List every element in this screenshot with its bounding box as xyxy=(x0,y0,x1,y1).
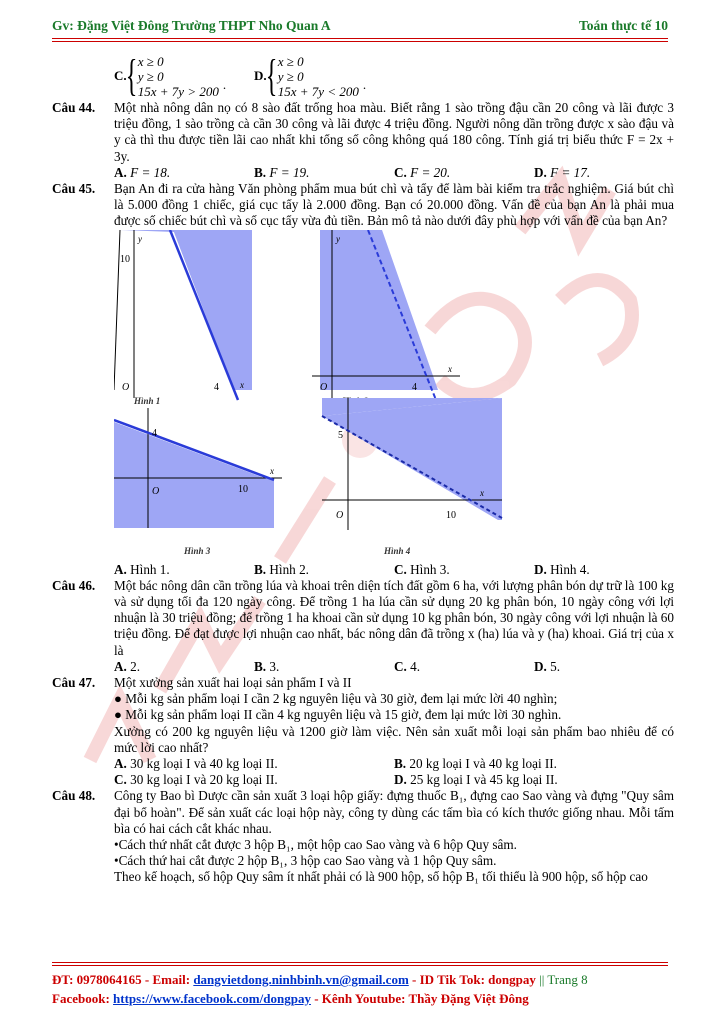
x-intercept-label: 4 xyxy=(214,381,219,393)
option-c[interactable]: C. { x ≥ 0 y ≥ 0 15x + 7y > 200 . xyxy=(114,51,227,100)
brace-icon: { xyxy=(125,51,138,100)
axis-x-label: x xyxy=(480,487,484,498)
bullet-item: ● Mỗi kg sản phẩm loại II cần 4 kg nguyên liệu và 15 giờ, đem lại mức lời 30 nghìn. xyxy=(114,707,562,723)
question-44: Câu 44. Một nhà nông dân nọ có 8 sào đất trống hoa màu. Biết rằng 1 sào trồng đậu cần 20 công và lãi được 3 triệu đồng, 1 sào trồng cà cần 30 công và lãi được 4 triệu đồng. Người nông dần trồng được x sào đậu và y cà thì thu được tiền lãi cao nhất khi tổng số công không quá 180 công. Tính giá trị biểu thức F = 2x + 3y. A. F = 18. B. F = 19. C. F = 20. D. F = 17. xyxy=(52,100,674,180)
x-intercept-label: 10 xyxy=(446,509,456,521)
x-intercept-label: 4 xyxy=(412,381,417,393)
option-c[interactable]: C. F = 20. xyxy=(394,164,451,180)
axis-x-label: x xyxy=(270,465,274,476)
bullet-item: •Cách thứ nhất cắt được 3 hộp B₁, một hộp cao Sao vàng và 6 hộp Quy sâm. xyxy=(114,837,517,853)
question-47: Câu 47. Một xưởng sản xuất hai loại sản phẩm I và II ● Mỗi kg sản phẩm loại I cần 2 kg nguyên liệu và 30 giờ, đem lại mức lời 40 nghìn; ● Mỗi kg sản phẩm loại II cần 4 kg nguyên liệu và 15 giờ, đem lại mức lời 30 nghìn. Xưởng có 200 kg nguyên liệu và 1200 giờ làm việc. Nên sản xuất mỗi loại sản phẩm bao nhiêu để có mức lời cao nhất? A. 30 kg loại I và 40 kg loại II. B. 20 kg loại I và 40 kg loại II. C. 30 kg loại I và 20 kg loại II. D. 25 kg loại I và 45 kg loại II. xyxy=(52,675,674,788)
question-48: Câu 48. Công ty Bao bì Dược cần sản xuất 3 loại hộp giấy: đựng thuốc B₁, đựng cao Sao vàng và đựng "Quy sâm đại bổ hoàn". Để sản xuất các loại hộp này, công ty dùng các tấm bìa có kích thước giống nhau. Mỗi tấm bìa có hai cách cắt khác nhau. •Cách thứ nhất cắt được 3 hộp B₁, một hộp cao Sao vàng và 6 hộp Quy sâm. •Cách thứ hai cắt được 2 hộp B₁, 3 hộp cao Sao vàng và 1 hộp Quy sâm. Theo kế hoạch, số hộp Quy sâm ít nhất phải có là 900 hộp, số hộp B₁ tối thiểu là 900 hộp, số hộp cao xyxy=(52,788,674,885)
header-rule xyxy=(52,38,668,39)
figure-caption: Hình 1 xyxy=(134,395,161,406)
header-author: Gv: Đặng Việt Đông Trường THPT Nho Quan A xyxy=(52,18,331,33)
email-link[interactable]: dangvietdong.ninhbinh.vn@gmail.com xyxy=(193,972,409,987)
figure-hinh-1 xyxy=(114,230,254,406)
y-intercept-label: 10 xyxy=(120,253,130,265)
page-footer: ĐT: 0978064165 - Email: dangvietdong.ninhbinh.vn@gmail.com - ID Tik Tok: dongpay || Trang 8 Facebook: https://www.facebook.com/dongpay - Kênh Youtube: Thầy Đặng Việt Đông xyxy=(52,972,588,1006)
header-rule-2 xyxy=(52,41,668,42)
axis-x-label: x xyxy=(448,363,452,374)
option-c[interactable]: C. Hình 3. xyxy=(394,561,450,577)
option-b[interactable]: B. F = 19. xyxy=(254,164,310,180)
figure-hinh-2 xyxy=(312,230,462,406)
option-b[interactable]: B. 20 kg loại I và 40 kg loại II. xyxy=(394,756,557,772)
y-intercept-label: 5 xyxy=(338,429,343,441)
origin-label: O xyxy=(122,381,130,393)
option-b[interactable]: B. Hình 2. xyxy=(254,561,309,577)
y-intercept-label: 4 xyxy=(152,427,157,439)
option-c[interactable]: C. 4. xyxy=(394,658,421,674)
option-c[interactable]: C. 30 kg loại I và 20 kg loại II. xyxy=(114,772,278,788)
footer-rule xyxy=(52,962,668,963)
shaded-region xyxy=(320,230,438,390)
facebook-link[interactable]: https://www.facebook.com/dongpay xyxy=(113,991,311,1006)
option-a[interactable]: A. F = 18. xyxy=(114,164,171,180)
option-d[interactable]: D. 25 kg loại I và 45 kg loại II. xyxy=(394,772,558,788)
bullet-item: ● Mỗi kg sản phẩm loại I cần 2 kg nguyên liệu và 30 giờ, đem lại mức lời 40 nghìn; xyxy=(114,691,558,707)
axis-y-label: y xyxy=(336,233,340,244)
option-d[interactable]: D. { x ≥ 0 y ≥ 0 15x + 7y < 200 . xyxy=(254,51,367,100)
option-a[interactable]: A. Hình 1. xyxy=(114,561,170,577)
footer-rule-2 xyxy=(52,965,668,966)
x-intercept-label: 10 xyxy=(238,483,248,495)
figure-caption: Hình 4 xyxy=(384,545,411,556)
question-46: Câu 46. Một bác nông dân cần trồng lúa và khoai trên diện tích đất gồm 6 ha, với lượng phân bón dự trữ là 100 kg và sử dụng tối đa 120 ngày công. Để trồng 1 ha lúa cần sử dụng 20 kg phân bón, 10 ngày công với lợi nhuận là 30 triệu đồng; để trồng 1 ha khoai cần sử dụng 10 kg phân bón, 30 ngày công với lợi nhuận là 60 triệu đồng. Để đạt được lợi nhuận cao nhất, bác nông dân đã trồng x (ha) lúa và y (ha) khoai. Giá trị của x là A. 2. B. 3. C. 4. D. 5. xyxy=(52,577,674,674)
figure-hinh-4 xyxy=(318,398,504,558)
question-45: Câu 45. Bạn An đi ra cửa hàng Văn phòng phẩm mua bút chì và tẩy để làm bài kiểm tra trắc nghiệm. Giá bút chì là 5.000 đồng 1 chiếc, giá cục tẩy là 2.000 đồng. Bạn có 20.000 đồng. Vấn đề của bạn An là phải mua được số chiếc bút chì và số cục tẩy vừa đủ tiền. Bản mô tả nào dưới đây phù hợp với vấn đề của bạn An? xyxy=(52,181,674,229)
origin-label: O xyxy=(336,509,344,521)
page-header xyxy=(52,18,668,40)
option-a[interactable]: A. 2. xyxy=(114,658,141,674)
question-45-figures xyxy=(114,230,674,560)
options xyxy=(114,165,674,181)
header-title: Toán thực tế 10 xyxy=(579,18,668,33)
axis-x-label: x xyxy=(240,379,244,390)
question-45-options xyxy=(52,562,674,578)
figure-hinh-3 xyxy=(114,408,284,558)
figure-caption: Hình 3 xyxy=(184,545,211,556)
option-d[interactable]: D. 5. xyxy=(534,658,561,674)
origin-label: O xyxy=(152,485,160,497)
page-number: || Trang 8 xyxy=(539,972,588,987)
bullet-item: •Cách thứ hai cắt được 2 hộp B₁, 3 hộp cao Sao vàng và 1 hộp Quy sâm. xyxy=(114,853,497,869)
option-a[interactable]: A. 30 kg loại I và 40 kg loại II. xyxy=(114,756,278,772)
option-d[interactable]: D. F = 17. xyxy=(534,164,591,180)
brace-icon: { xyxy=(265,51,278,100)
option-d[interactable]: D. Hình 4. xyxy=(534,561,590,577)
axis-y-label: y xyxy=(138,233,142,244)
option-b[interactable]: B. 3. xyxy=(254,658,280,674)
origin-label: O xyxy=(320,381,328,393)
prev-question-options xyxy=(114,52,674,100)
